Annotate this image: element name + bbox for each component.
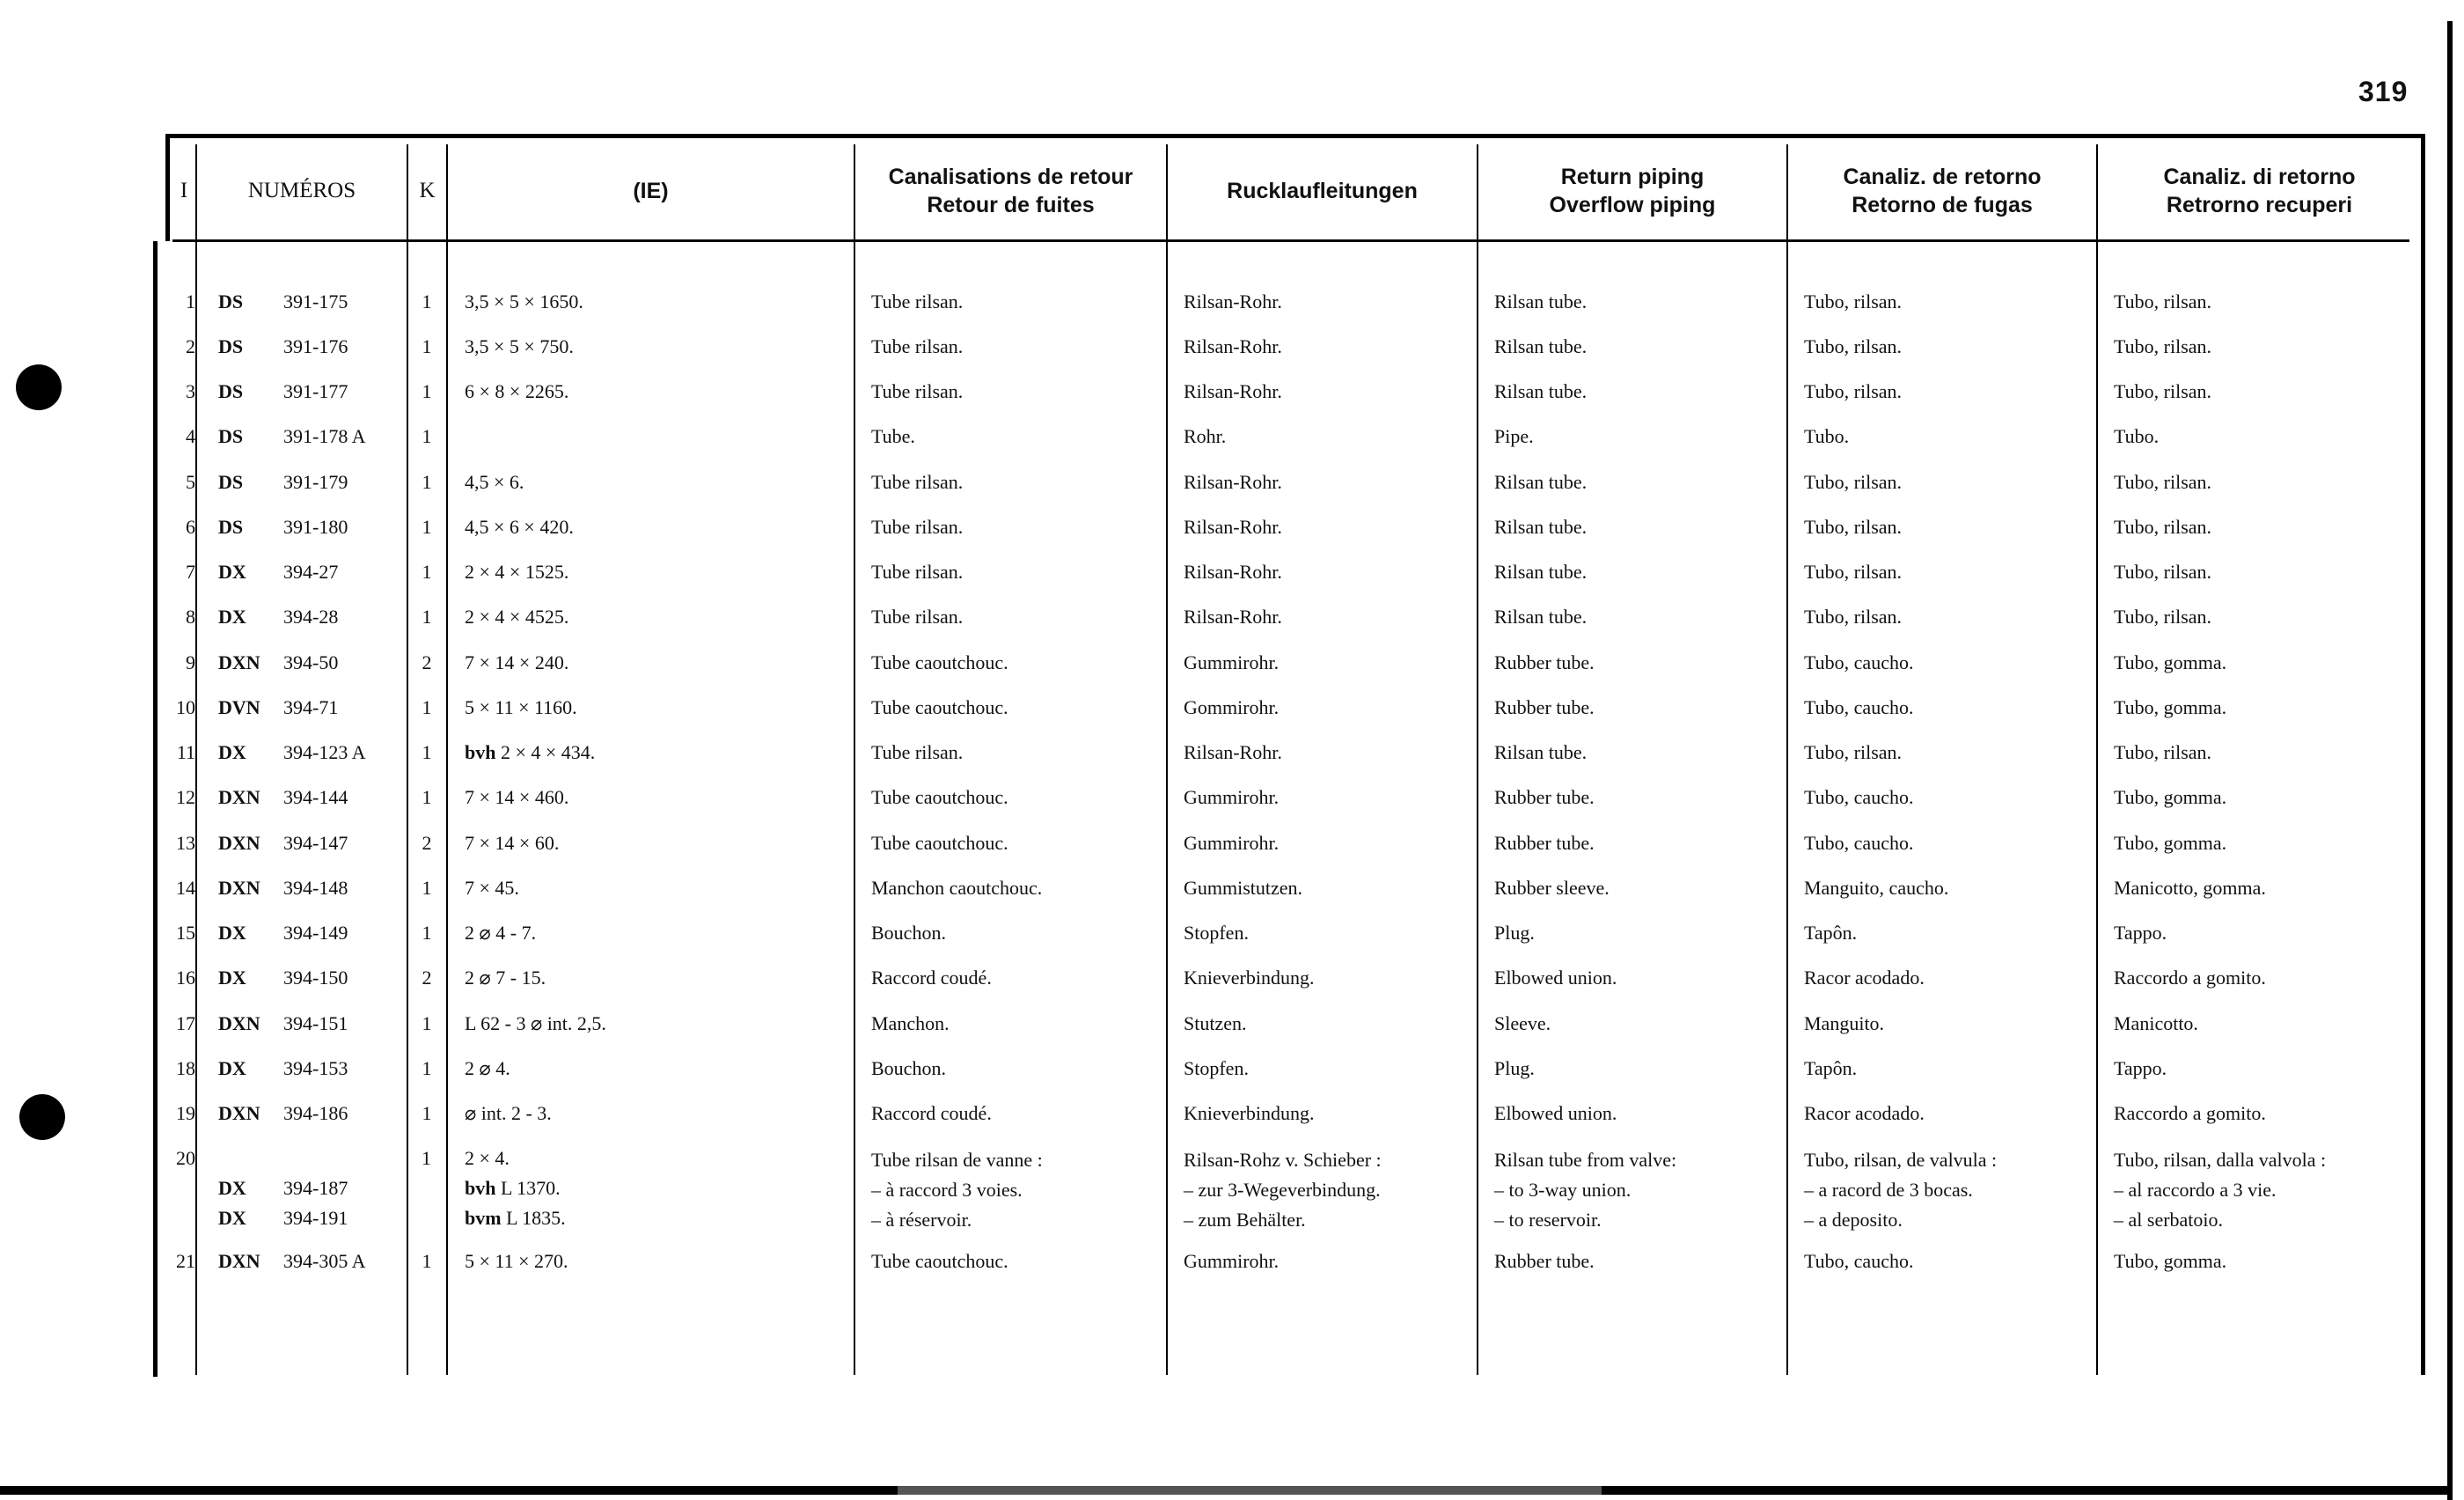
row-prefix: DS [218,380,244,402]
row-quantity: 1 [422,335,432,357]
row-quantity: 1 [422,1250,432,1272]
row-english: Plug. [1494,922,1535,944]
row-ie: 4,5 × 6 × 420. [465,516,574,538]
row-german: Gummirohr. [1184,786,1280,808]
header-k: K [419,178,436,202]
row-english: Rubber tube. [1494,832,1595,854]
row-index: 9 [186,651,195,673]
row-spanish: Racor acodado. [1804,1102,1925,1124]
row-english: Rilsan tube. [1494,606,1588,628]
row-english: Pipe. [1494,425,1534,447]
row-italian: Tubo, gomma. [2114,651,2227,673]
row-prefix: DX [218,1057,246,1079]
row-french: Tube rilsan. [871,335,964,357]
row-french: Manchon. [871,1012,950,1034]
row-number: 394-144 [283,786,348,808]
row-english: Rubber tube. [1494,651,1595,673]
row-index: 17 [176,1012,195,1034]
row-spanish: Tubo, rilsan, de valvula : – a racord de 3 bocas. – a deposito. [1804,1149,1998,1231]
row-ie: 4,5 × 6. [465,471,524,493]
row-number: 391-176 [283,335,348,357]
table-row [0,741,2464,773]
row-italian: Tubo, rilsan. [2114,516,2212,538]
row-number: 394-71 [283,696,339,718]
row-quantity: 1 [422,425,432,447]
row-german: Rilsan-Rohr. [1184,335,1282,357]
row-french: Tube rilsan. [871,561,964,583]
row-german: Stopfen. [1184,922,1249,944]
row-english: Elbowed union. [1494,1102,1617,1124]
row-quantity: 1 [422,1147,431,1169]
row-prefix: DX [218,1207,246,1229]
row-spanish: Tubo, rilsan. [1804,290,1903,312]
table-row [0,1012,2464,1044]
row-english: Plug. [1494,1057,1535,1079]
row-ie: 2 ⌀ 7 - 15. [465,967,546,989]
row-german: Stopfen. [1184,1057,1249,1079]
row-english: Rubber tube. [1494,786,1595,808]
row-quantity: 2 [422,832,432,854]
row-spanish: Tubo, rilsan. [1804,516,1903,538]
row-italian: Tubo. [2114,425,2160,447]
table-row [0,1250,2464,1282]
row-french: Tube caoutchouc. [871,1250,1008,1272]
row-italian: Tubo, rilsan. [2114,741,2212,763]
header-index: I [180,178,188,202]
row-number: 394-147 [283,832,348,854]
row-quantity: 1 [422,922,432,944]
table-row [0,922,2464,953]
row-italian: Tubo, rilsan. [2114,471,2212,493]
row-prefix: DXN [218,786,260,808]
row-spanish: Tubo, caucho. [1804,786,1914,808]
table-row [0,786,2464,818]
row-german: Rohr. [1184,425,1227,447]
row-english: Rilsan tube. [1494,290,1588,312]
row-spanish: Tubo, rilsan. [1804,380,1903,402]
row-ie: 7 × 14 × 60. [465,832,560,854]
scan-edge-bottom-faded [898,1486,1602,1495]
row-number: 394-28 [283,606,339,628]
row-italian: Raccordo a gomito. [2114,967,2266,989]
page-number: 319 [2358,76,2409,107]
row-english: Rilsan tube. [1494,335,1588,357]
row-french: Tube rilsan. [871,290,964,312]
row-number: 391-178 A [283,425,366,447]
row-french: Tube caoutchouc. [871,786,1008,808]
row-quantity: 1 [422,696,432,718]
row-index: 10 [176,696,195,718]
row-ie: 2 ⌀ 4. [465,1057,510,1079]
row-ie: L 62 - 3 ⌀ int. 2,5. [465,1012,606,1034]
row-prefix: DX [218,741,246,763]
row-index: 11 [176,741,195,763]
row-index: 2 [186,335,195,357]
header-french: Canalisations de retour Retour de fuites [888,164,1133,217]
row-quantity: 1 [422,1057,432,1079]
row-ie: 5 × 11 × 270. [465,1250,568,1272]
table-row [0,516,2464,548]
row-german: Knieverbindung. [1184,967,1315,989]
row-german: Stutzen. [1184,1012,1247,1034]
row-number: 394-187 [283,1177,348,1199]
table-frame-left-upper [165,134,170,241]
row-spanish: Tubo, caucho. [1804,1250,1914,1272]
row-french: Bouchon. [871,922,946,944]
row-italian: Tubo, gomma. [2114,786,2227,808]
row-spanish: Tubo, rilsan. [1804,741,1903,763]
row-index: 8 [186,606,195,628]
row-french: Raccord coudé. [871,1102,992,1124]
row-ie: 7 × 14 × 240. [465,651,569,673]
row-ie: 3,5 × 5 × 1650. [465,290,583,312]
row-german: Rilsan-Rohr. [1184,471,1282,493]
header-ie: (IE) [633,178,669,203]
row-ie-sub: bvm L 1835. [465,1207,566,1229]
row-quantity: 1 [422,606,432,628]
row-prefix: DXN [218,1250,260,1272]
row-italian: Raccordo a gomito. [2114,1102,2266,1124]
row-english: Rilsan tube. [1494,741,1588,763]
row-index: 3 [186,380,195,402]
table-row [0,606,2464,637]
row-number: 394-149 [283,922,348,944]
row-ie: bvh 2 × 4 × 434. [465,741,596,763]
row-prefix: DXN [218,651,260,673]
row-number: 394-191 [283,1207,348,1229]
row-index: 6 [186,516,195,538]
row-ie: 7 × 14 × 460. [465,786,569,808]
row-number: 394-148 [283,877,348,899]
row-german: Rilsan-Rohr. [1184,290,1282,312]
row-german: Gummistutzen. [1184,877,1303,899]
row-index: 16 [176,967,195,989]
row-ie: ⌀ int. 2 - 3. [465,1102,552,1124]
row-italian: Tubo, rilsan. [2114,561,2212,583]
row-spanish: Tubo, caucho. [1804,651,1914,673]
table-row [0,967,2464,998]
row-prefix: DX [218,1177,246,1199]
row-quantity: 1 [422,561,432,583]
row-english: Rilsan tube. [1494,471,1588,493]
row-prefix: DS [218,471,244,493]
row-english: Rilsan tube. [1494,380,1588,402]
row-english: Rilsan tube. [1494,561,1588,583]
row-ie: 5 × 11 × 1160. [465,696,577,718]
row-index: 13 [176,832,195,854]
row-index: 4 [186,425,195,447]
row-italian: Manicotto, gomma. [2114,877,2266,899]
header-german: Rucklaufleitungen [1227,178,1418,203]
row-prefix: DS [218,335,244,357]
header-english: Return piping Overflow piping [1549,164,1716,217]
row-ie: 2 ⌀ 4 - 7. [465,922,537,944]
row-prefix: DX [218,606,246,628]
row-index: 20 [176,1147,195,1169]
row-italian: Tubo, rilsan. [2114,380,2212,402]
row-german: Gummirohr. [1184,832,1280,854]
row-quantity: 1 [422,290,432,312]
row-italian: Tubo, rilsan. [2114,290,2212,312]
row-german: Gommirohr. [1184,696,1280,718]
table-frame-top [165,134,2425,138]
row-german: Rilsan-Rohr. [1184,606,1282,628]
row-index: 5 [186,471,195,493]
table-row [0,832,2464,864]
table-row [0,651,2464,683]
table-row [0,561,2464,592]
row-number: 394-153 [283,1057,348,1079]
row-italian: Tubo, rilsan, dalla valvola : – al raccordo a 3 vie. – al serbatoio. [2114,1149,2327,1231]
row-index: 12 [176,786,195,808]
row-french: Tube. [871,425,915,447]
row-spanish: Tubo. [1804,425,1850,447]
row-prefix: DX [218,967,246,989]
row-french: Bouchon. [871,1057,946,1079]
table-row [0,471,2464,503]
row-index: 21 [176,1250,195,1272]
row-number: 394-151 [283,1012,348,1034]
row-english: Rilsan tube from valve: – to 3-way union. – to reservoir. [1494,1149,1677,1231]
row-prefix: DS [218,425,244,447]
row-ie: 2 × 4. [465,1147,510,1169]
row-prefix: DX [218,561,246,583]
row-number: 394-186 [283,1102,348,1124]
row-number: 394-150 [283,967,348,989]
row-quantity: 2 [422,651,432,673]
row-french: Tube rilsan. [871,516,964,538]
row-french: Raccord coudé. [871,967,992,989]
row-index: 19 [176,1102,195,1124]
row-quantity: 1 [422,516,432,538]
row-prefix: DXN [218,877,260,899]
row-quantity: 1 [422,741,432,763]
header-rule [172,239,2409,242]
row-index: 1 [186,290,195,312]
row-french: Tube caoutchouc. [871,832,1008,854]
row-prefix: DXN [218,1102,260,1124]
row-french: Tube rilsan. [871,606,964,628]
row-german: Knieverbindung. [1184,1102,1315,1124]
row-spanish: Racor acodado. [1804,967,1925,989]
row-french: Tube rilsan. [871,471,964,493]
row-english: Elbowed union. [1494,967,1617,989]
row-quantity: 2 [422,967,432,989]
row-quantity: 1 [422,877,432,899]
row-spanish: Manguito. [1804,1012,1885,1034]
row-spanish: Tubo, caucho. [1804,696,1914,718]
row-quantity: 1 [422,1102,432,1124]
row-prefix: DS [218,516,244,538]
table-row [0,425,2464,457]
row-english: Rubber tube. [1494,1250,1595,1272]
row-spanish: Tubo, caucho. [1804,832,1914,854]
row-german: Rilsan-Rohr. [1184,561,1282,583]
row-german: Gummirohr. [1184,1250,1280,1272]
row-ie: 2 × 4 × 4525. [465,606,569,628]
row-french: Tube rilsan. [871,380,964,402]
table-row [0,290,2464,322]
row-number: 391-175 [283,290,348,312]
row-english: Rilsan tube. [1494,516,1588,538]
row-prefix: DXN [218,832,260,854]
row-italian: Tubo, gomma. [2114,1250,2227,1272]
row-italian: Manicotto. [2114,1012,2198,1034]
row-quantity: 1 [422,1012,432,1034]
table-row [0,1057,2464,1089]
row-number: 391-179 [283,471,348,493]
row-spanish: Tubo, rilsan. [1804,335,1903,357]
row-quantity: 1 [422,786,432,808]
row-prefix: DX [218,922,246,944]
table-row [0,877,2464,908]
row-index: 7 [186,561,195,583]
row-prefix: DVN [218,696,260,718]
row-italian: Tubo, rilsan. [2114,606,2212,628]
row-ie-sub: bvh L 1370. [465,1177,561,1199]
row-french: Tube rilsan. [871,741,964,763]
row-number: 391-180 [283,516,348,538]
row-italian: Tubo, gomma. [2114,832,2227,854]
row-ie: 6 × 8 × 2265. [465,380,569,402]
row-spanish: Tapôn. [1804,1057,1858,1079]
header-spanish: Canaliz. de retorno Retorno de fugas [1843,164,2042,217]
table-row [0,1102,2464,1134]
row-number: 394-305 A [283,1250,366,1272]
row-french: Tube caoutchouc. [871,696,1008,718]
row-ie: 2 × 4 × 1525. [465,561,569,583]
row-number: 391-177 [283,380,348,402]
row-french: Tube rilsan de vanne : – à raccord 3 voies. – à réservoir. [871,1149,1043,1231]
row-ie: 3,5 × 5 × 750. [465,335,574,357]
row-prefix: DS [218,290,244,312]
row-ie: 7 × 45. [465,877,519,899]
row-german: Rilsan-Rohr. [1184,380,1282,402]
row-index: 18 [176,1057,195,1079]
header-italian: Canaliz. di retorno Retrorno recuperi [2163,164,2356,217]
row-german: Gummirohr. [1184,651,1280,673]
row-german: Rilsan-Rohz v. Schieber : – zur 3-Wegeverbindung. – zum Behälter. [1184,1149,1382,1231]
row-index: 14 [176,877,195,899]
table-row [0,380,2464,412]
row-german: Rilsan-Rohr. [1184,516,1282,538]
row-spanish: Manguito, caucho. [1804,877,1949,899]
row-spanish: Tubo, rilsan. [1804,561,1903,583]
row-english: Rubber sleeve. [1494,877,1610,899]
row-quantity: 1 [422,380,432,402]
row-number: 394-123 A [283,741,366,763]
row-index: 15 [176,922,195,944]
row-french: Manchon caoutchouc. [871,877,1043,899]
row-english: Sleeve. [1494,1012,1551,1034]
row-italian: Tappo. [2114,922,2167,944]
row-number: 394-50 [283,651,339,673]
row-prefix: DXN [218,1012,260,1034]
header-numbers: NUMÉROS [247,178,356,202]
row-english: Rubber tube. [1494,696,1595,718]
table-row [0,696,2464,728]
row-quantity: 1 [422,471,432,493]
row-french: Tube caoutchouc. [871,651,1008,673]
row-number: 394-27 [283,561,339,583]
table-row [0,335,2464,367]
row-spanish: Tubo, rilsan. [1804,471,1903,493]
row-spanish: Tubo, rilsan. [1804,606,1903,628]
row-italian: Tubo, gomma. [2114,696,2227,718]
row-italian: Tubo, rilsan. [2114,335,2212,357]
row-italian: Tappo. [2114,1057,2167,1079]
row-german: Rilsan-Rohr. [1184,741,1282,763]
row-spanish: Tapôn. [1804,922,1858,944]
